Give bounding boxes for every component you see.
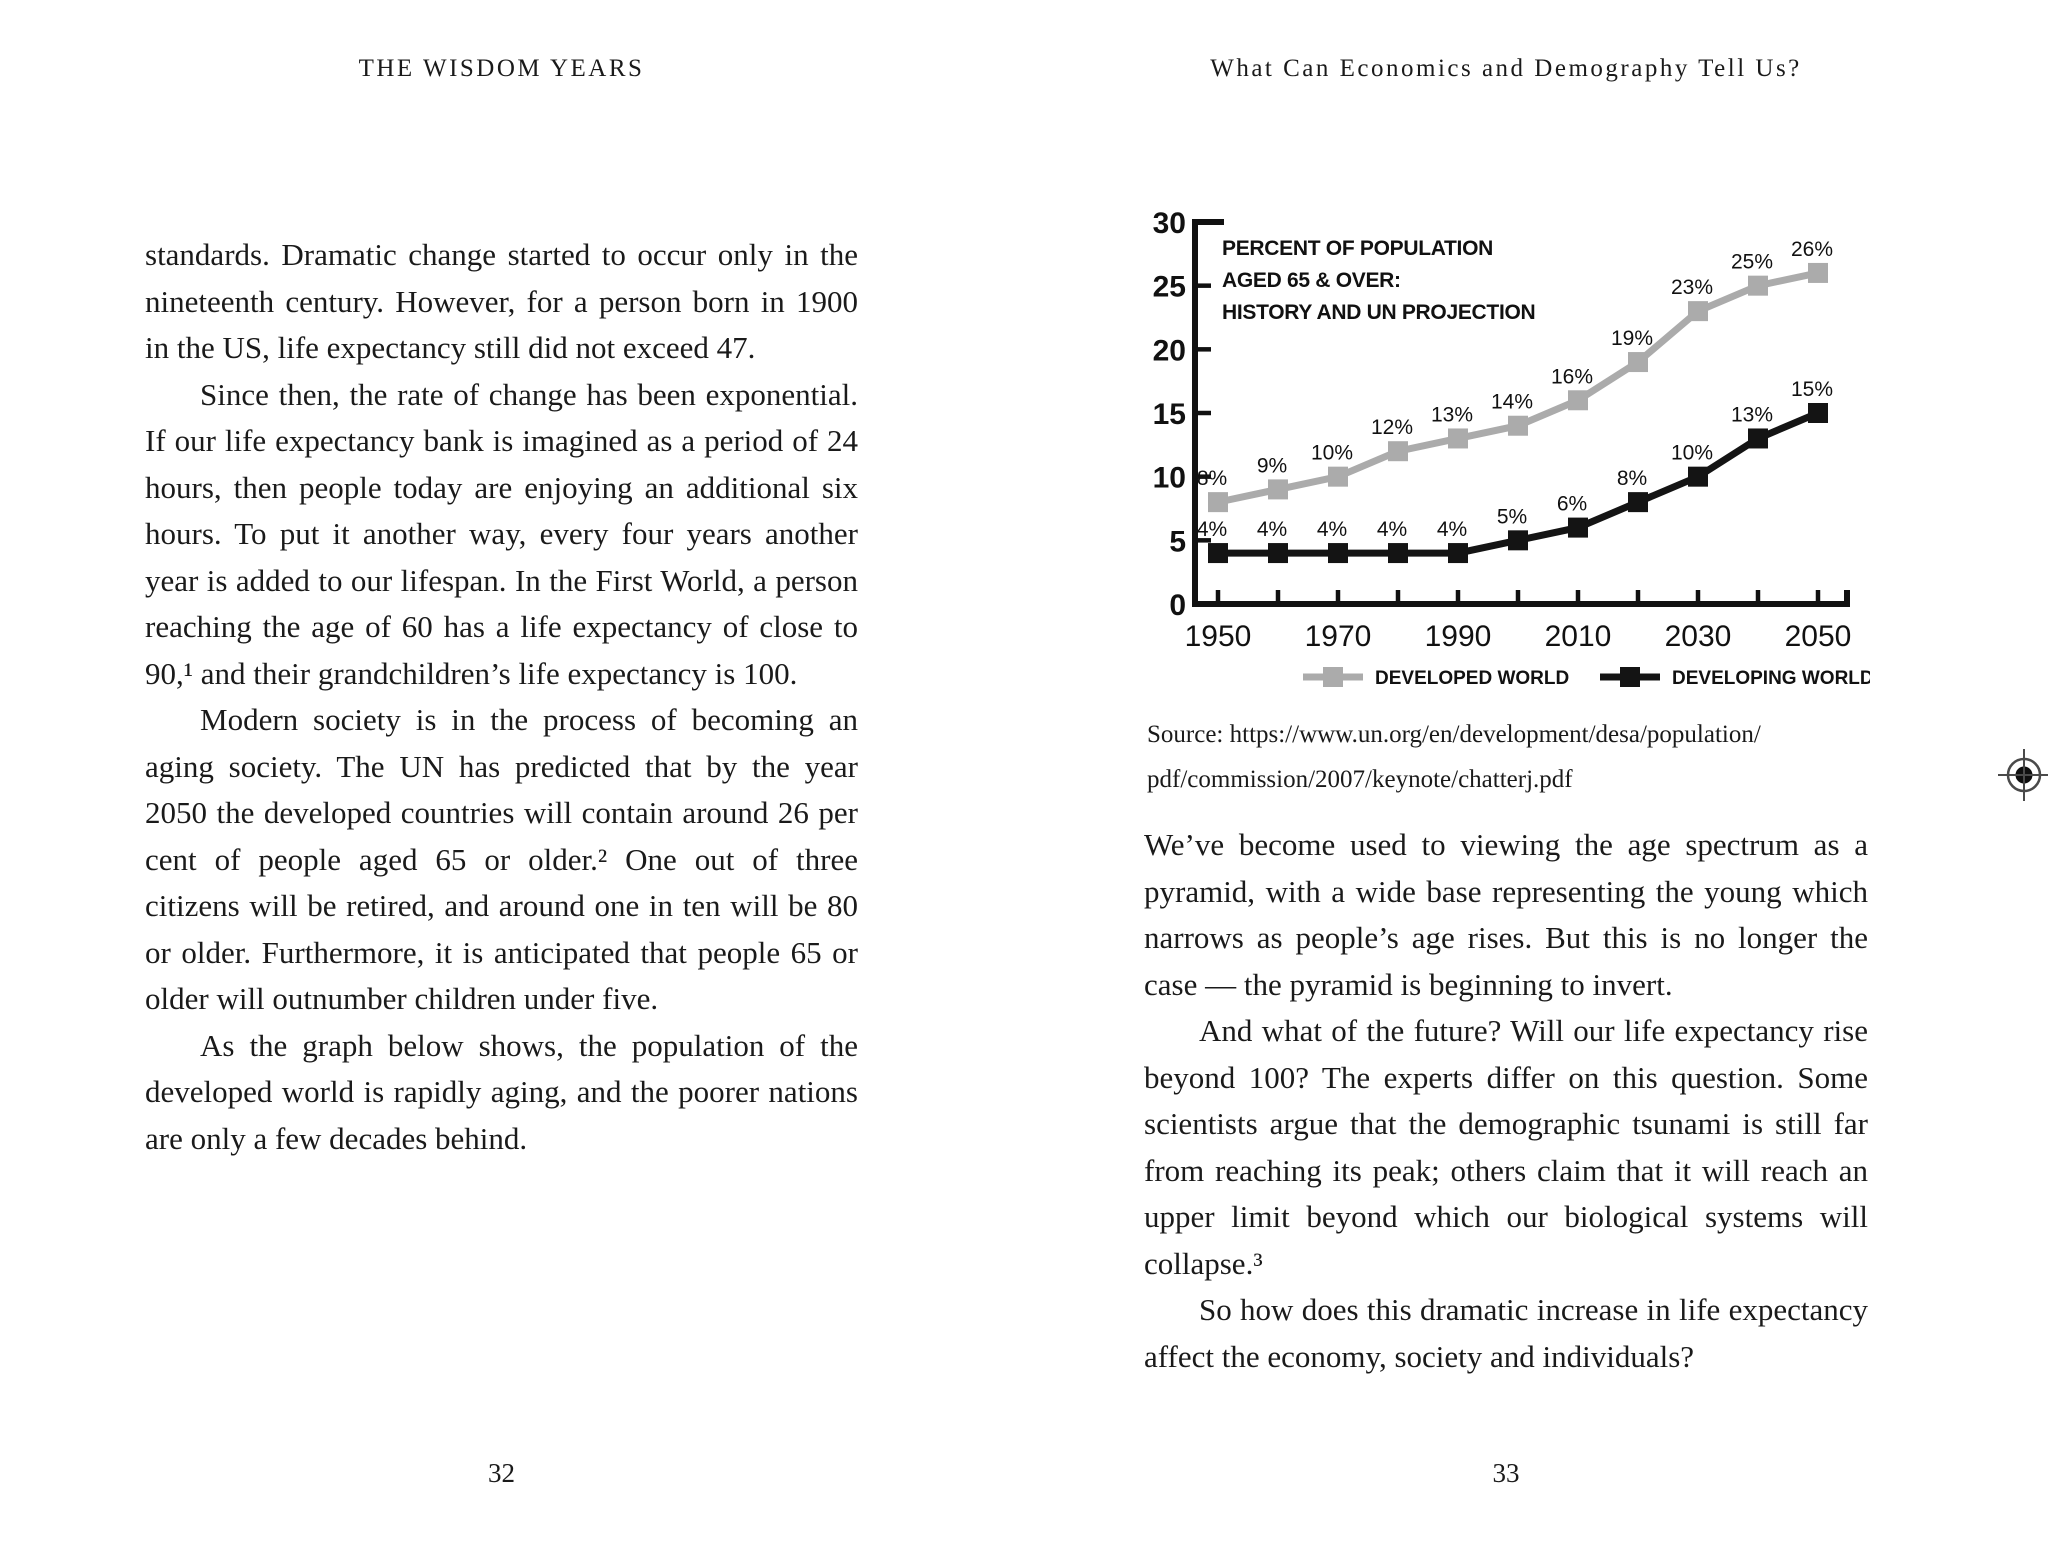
- paragraph: And what of the future? Will our life expectancy rise beyond 100? The experts differ on this question. Some scientists argue that the demographic tsunami is still far from reaching its peak; others claim that it will reach an upper limit beyond which our biological systems will collapse.³: [1144, 1013, 1868, 1281]
- left-page-body: [145, 232, 858, 1162]
- svg-text:16%: 16%: [1550, 365, 1594, 389]
- paragraph: We’ve become used to viewing the age spectrum as a pyramid, with a wide base representing the young which narrows as people’s age rises. But this is no longer the case — the pyramid is beginning to invert.: [1144, 827, 1868, 1002]
- svg-text:DEVELOPED WORLD: DEVELOPED WORLD: [1375, 668, 1570, 689]
- svg-text:8%: 8%: [1616, 467, 1648, 491]
- svg-text:10%: 10%: [1670, 441, 1714, 465]
- paragraph: standards. Dramatic change started to occur only in the nineteenth century. However, for a person born in 1900 in the US, life expectancy still did not exceed 47.: [145, 237, 858, 365]
- svg-text:DEVELOPING WORLD: DEVELOPING WORLD: [1672, 668, 1870, 689]
- svg-text:4%: 4%: [1316, 518, 1348, 542]
- chart-y-labels: [1153, 207, 1186, 622]
- paragraph: Modern society is in the process of becoming an aging society. The UN has predicted that by the year 2050 the developed countries will contain around 26 per cent of people aged 65 or older.² One out of three citizens will be retired, and around one in ten will be 80 or older. Furthermore, it is anticipated that people 65 or older will outnumber children under five.: [145, 702, 858, 1016]
- svg-text:13%: 13%: [1730, 403, 1774, 427]
- svg-text:2010: 2010: [1544, 620, 1612, 653]
- svg-text:1990: 1990: [1424, 620, 1492, 653]
- svg-text:10%: 10%: [1310, 441, 1354, 465]
- svg-text:2030: 2030: [1664, 620, 1732, 653]
- paragraph: As the graph below shows, the population of the developed world is rapidly aging, and the poorer nations are only a few decades behind.: [145, 1027, 858, 1156]
- svg-text:8%: 8%: [1196, 467, 1228, 491]
- svg-text:25: 25: [1152, 270, 1186, 304]
- svg-text:19%: 19%: [1610, 327, 1654, 351]
- svg-text:20: 20: [1152, 334, 1186, 368]
- svg-text:26%: 26%: [1790, 237, 1834, 261]
- svg-text:5: 5: [1169, 525, 1186, 559]
- svg-text:23%: 23%: [1670, 276, 1714, 300]
- svg-text:25%: 25%: [1730, 250, 1774, 274]
- registration-mark-icon: [1996, 747, 2048, 803]
- paragraph: Since then, the rate of change has been exponential. If our life expectancy bank is imagined as a period of 24 hours, then people today are enjoying an additional six hours. To put it another way, every four years another year is added to our lifespan. In the First World, a person reaching the age of 60 has a life expectancy of close to 90,¹ and their grandchildren’s life expectancy is 100.: [145, 376, 858, 691]
- svg-text:10: 10: [1152, 461, 1186, 495]
- svg-text:15%: 15%: [1790, 378, 1834, 401]
- chart-source-line1: Source: https://www.un.org/en/development/desa/population/: [1147, 721, 1761, 748]
- population-chart-wrap: [1150, 205, 1870, 765]
- svg-text:0: 0: [1169, 589, 1186, 622]
- population-chart: [1150, 205, 1870, 765]
- chart-x-labels: [1185, 620, 1852, 653]
- chart-legend: [1303, 667, 1870, 689]
- svg-text:4%: 4%: [1436, 518, 1468, 542]
- svg-text:12%: 12%: [1370, 416, 1414, 440]
- chart-title: PERCENT OF POPULATION AGED 65 & OVER: HISTORY AND UN PROJECTION: [1222, 237, 1536, 324]
- svg-text:5%: 5%: [1496, 505, 1528, 529]
- svg-text:4%: 4%: [1256, 518, 1288, 542]
- left-running-head: THE WISDOM YEARS: [358, 55, 645, 82]
- svg-text:1950: 1950: [1184, 620, 1252, 653]
- chart-source: [1147, 712, 1877, 802]
- svg-text:14%: 14%: [1490, 390, 1534, 414]
- svg-text:4%: 4%: [1196, 518, 1228, 542]
- svg-text:1970: 1970: [1304, 620, 1372, 653]
- svg-text:4%: 4%: [1376, 518, 1408, 542]
- svg-text:13%: 13%: [1430, 403, 1474, 427]
- right-running-head: What Can Economics and Demography Tell Us?: [1210, 55, 1802, 82]
- svg-text:9%: 9%: [1256, 454, 1288, 478]
- chart-source-line2: pdf/commission/2007/keynote/chatterj.pdf: [1147, 766, 1573, 793]
- svg-text:2050: 2050: [1784, 620, 1852, 653]
- left-page-number: 32: [488, 1458, 515, 1488]
- paragraph: So how does this dramatic increase in life expectancy affect the economy, society and individuals?: [1144, 1292, 1868, 1374]
- svg-text:6%: 6%: [1556, 492, 1588, 516]
- svg-text:15: 15: [1152, 398, 1186, 431]
- svg-text:30: 30: [1152, 207, 1186, 240]
- right-page-number: 33: [1492, 1458, 1520, 1488]
- right-page-body: [1144, 822, 1868, 1380]
